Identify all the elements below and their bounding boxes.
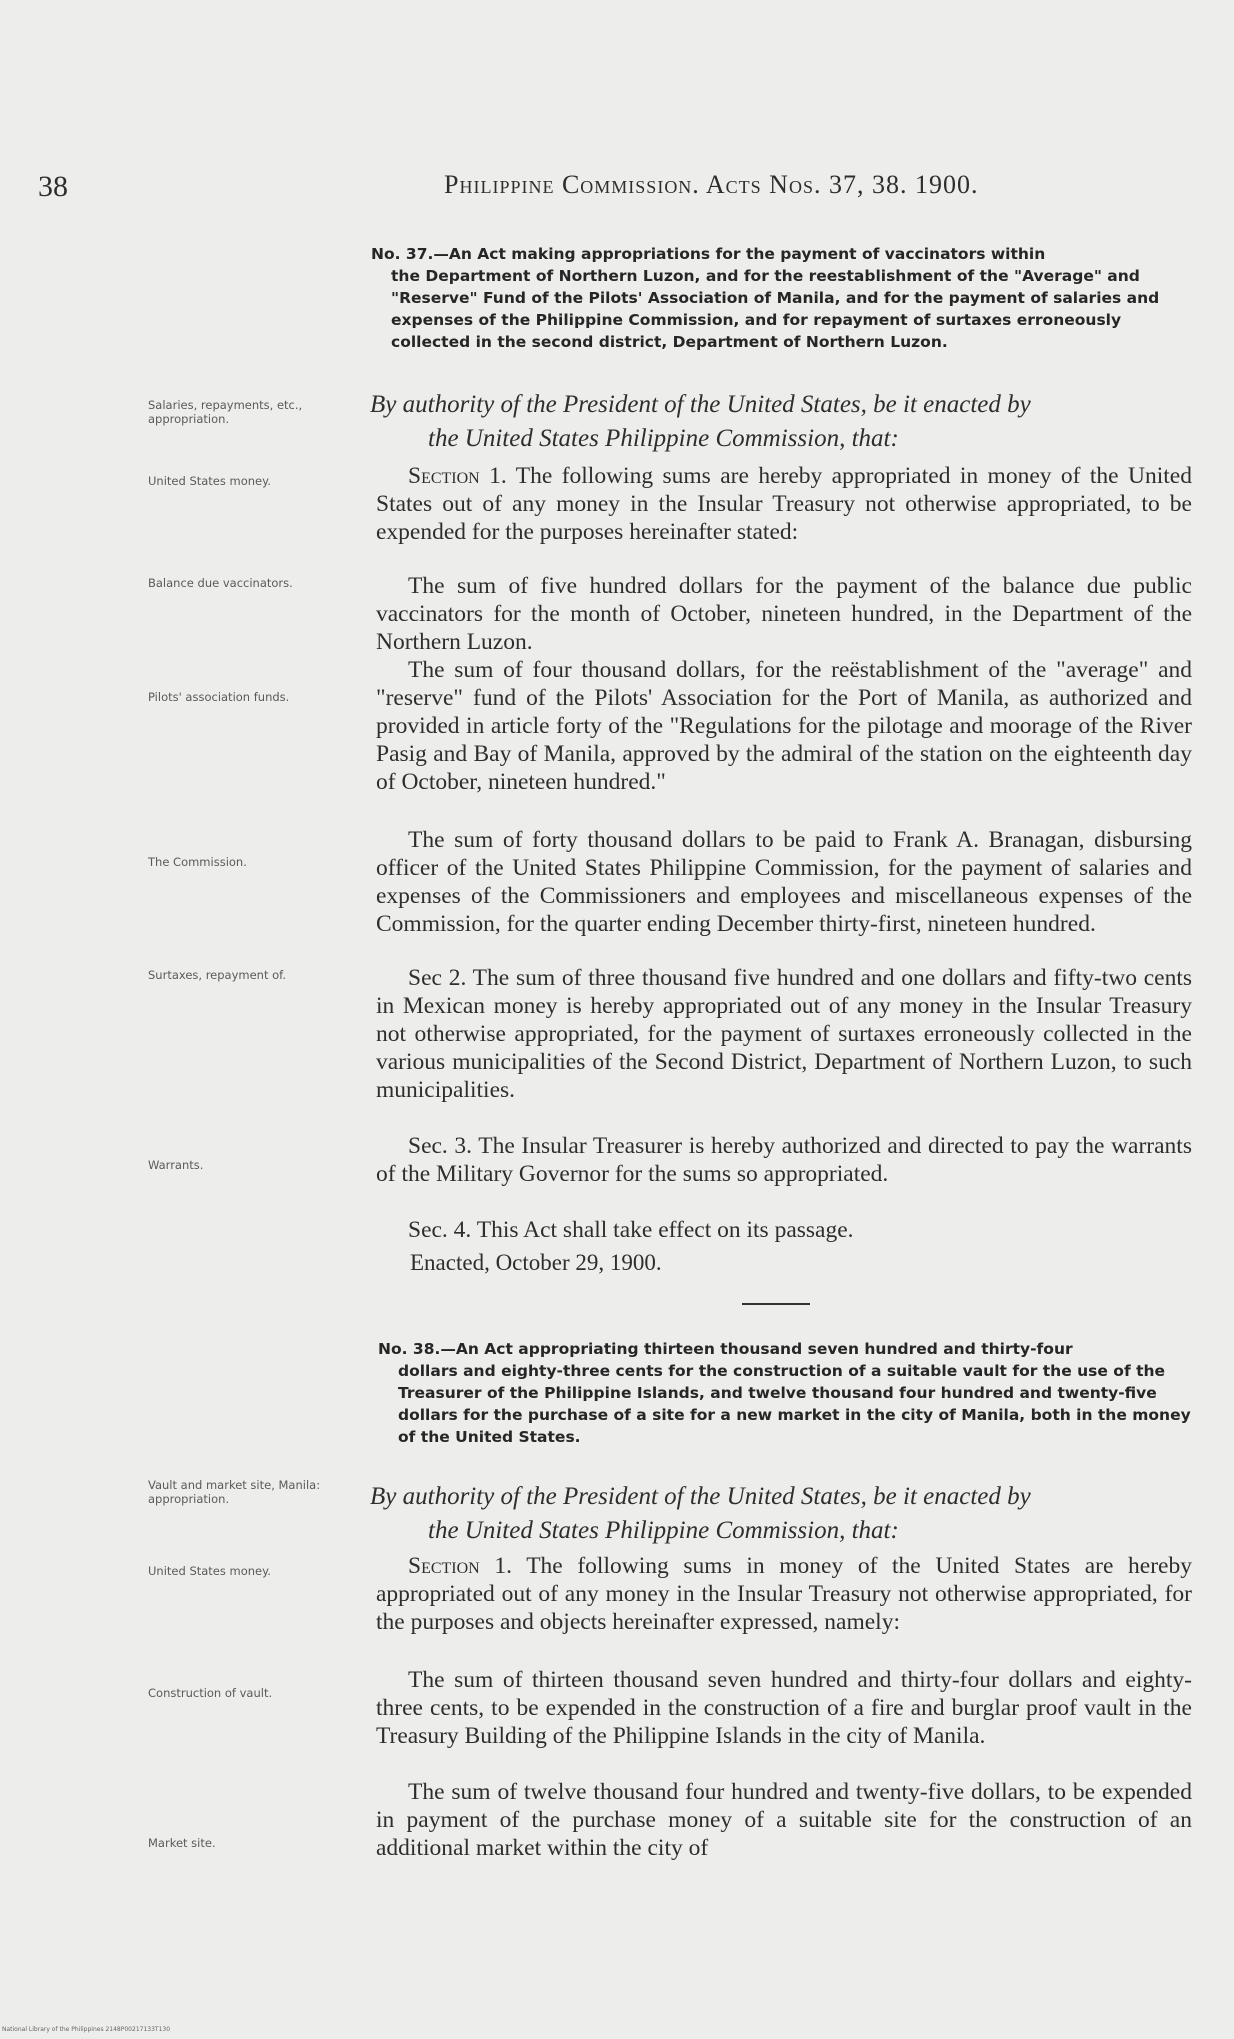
margin-note-market-site: Market site. — [148, 1836, 216, 1850]
paragraph-market: The sum of twelve thousand four hundred and twenty-five dollars, to be expended in payment of the purchase money of a suitable site for the construction of an additional market within the city of — [376, 1779, 1192, 1861]
margin-note-balance: Balance due vaccinators. — [148, 576, 293, 590]
page-number: 38 — [38, 170, 68, 203]
paragraph-pilots: The sum of four thousand dollars, for the reëstablishment of the "average" and "reserve" fund of the Pilots' Association for the Port of Manila, as authorized and provided in article forty of the "Regulations for the pilotage and moorage of the River Pasig and Bay of Manila, approved by the admiral of the station on the eighteenth day of October, nineteen hundred." — [376, 657, 1192, 795]
act-37-heading — [371, 243, 1199, 353]
scan-footer: National Library of the Philippines 2148P00217133T130 — [2, 2026, 171, 2033]
act-38-section-1 — [376, 1552, 1192, 1636]
section-2: Sec 2. The sum of three thousand five hundred and one dollars and fifty-two cents in Mexican money is hereby appropriated out of any money in the Insular Treasury not otherwise appropriated, for the payment of surtaxes erroneously collected in the various municipalities of the Second District, Department of Northern Luzon, to such municipalities. — [376, 965, 1192, 1103]
section-4: Sec. 4. This Act shall take effect on its passage. — [408, 1217, 854, 1243]
margin-note-salaries: Salaries, repayments, etc., appropriation. — [148, 398, 303, 426]
margin-note-warrants: Warrants. — [148, 1158, 204, 1172]
margin-note-commission: The Commission. — [148, 855, 247, 869]
paragraph-commission: The sum of forty thousand dollars to be paid to Frank A. Branagan, disbursing officer of the United States Philippine Commission, for the payment of salaries and expenses of the Commissioners and employees and miscellaneous expenses of the Commission, for the quarter ending December thirty-first, nineteen hundred. — [376, 827, 1192, 937]
act-37-enact-line2: the United States Philippine Commission, that: — [428, 425, 899, 452]
running-head: Philippine Commission. Acts Nos. 37, 38. 1900. — [444, 170, 979, 199]
section-3: Sec. 3. The Insular Treasurer is hereby authorized and directed to pay the warrants of the Military Governor for the sums so appropriated. — [376, 1133, 1192, 1187]
act-38-enact-line1: By authority of the President of the United States, be it enacted by — [370, 1483, 1031, 1510]
section-1-paragraph: Section 1. The following sums are hereby appropriated in money of the United States out of any money in the Insular Treasury not otherwise appropriated, to be expended for the purposes hereinafter stated: — [376, 463, 1192, 545]
margin-note-surtaxes: Surtaxes, repayment of. — [148, 968, 287, 982]
act-37-enacting-clause — [370, 388, 1200, 456]
act-37-heading-first: No. 37.—An Act making appropriations for the payment of vaccinators within — [371, 245, 1046, 263]
act-38-heading-rest: dollars and eighty-three cents for the construction of a suitable vault for the use of the Treasurer of the Philippine Islands, and twelve thousand four hundred and twenty-five dollars for the purchase of a site for a new market in the city of Manila, both in the money of the United States. — [398, 1362, 1191, 1446]
margin-note-pilots: Pilots' association funds. — [148, 690, 290, 704]
margin-note-us-money-38: United States money. — [148, 1564, 271, 1578]
act-38-heading-first: No. 38.—An Act appropriating thirteen thousand seven hundred and thirty-four — [378, 1340, 1073, 1358]
act-38-heading — [378, 1338, 1198, 1448]
margin-note-vault-market: Vault and market site, Manila: appropriation. — [148, 1478, 321, 1506]
margin-note-us-money: United States money. — [148, 474, 271, 488]
section-divider — [742, 1303, 810, 1305]
act-38-enacting-clause — [370, 1480, 1200, 1548]
paragraph-vault: The sum of thirteen thousand seven hundred and thirty-four dollars and eighty-three cents, to be expended in the construction of a fire and burglar proof vault in the Treasury Building of the Philippine Islands in the city of Manila. — [376, 1667, 1192, 1749]
section-1-paragraph-38: Section 1. The following sums in money of the United States are hereby appropriated out of any money in the Insular Treasury not otherwise appropriated, for the purposes and objects hereinafter expressed, namely: — [376, 1553, 1192, 1635]
act-38-enact-line2: the United States Philippine Commission, that: — [428, 1517, 899, 1544]
act-37-enact-line1: By authority of the President of the United States, be it enacted by — [370, 391, 1031, 418]
paragraph-vaccinators: The sum of five hundred dollars for the payment of the balance due public vaccinators for the month of October, nineteen hundred, in the Department of the Northern Luzon. — [376, 573, 1192, 655]
margin-note-construction: Construction of vault. — [148, 1686, 273, 1700]
act-37-heading-rest: the Department of Northern Luzon, and for the reestablishment of the "Average" and "Reserve" Fund of the Pilots' Association of Manila, and for the payment of salaries and expenses of the Philippine Commission, and for repayment of surtaxes erroneously collected in the second district, Department of Northern Luzon. — [391, 267, 1160, 351]
act-37-section-1 — [376, 462, 1192, 546]
enacted-date: Enacted, October 29, 1900. — [410, 1250, 662, 1275]
